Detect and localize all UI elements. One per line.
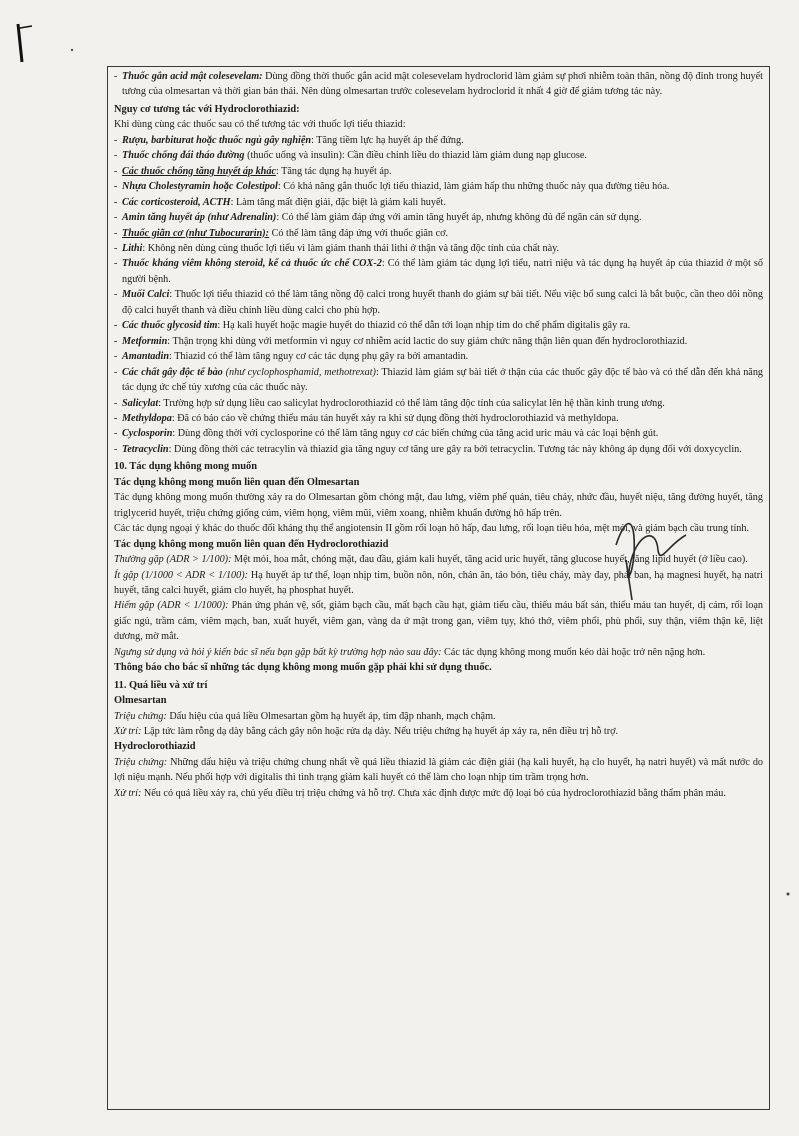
interaction-description: Có thể làm giảm đáp ứng với amin tăng huyết áp, nhưng không đủ để ngăn cản sử dụng. <box>281 212 642 224</box>
interaction-drug-label: Muối Calci <box>122 289 170 301</box>
interaction-description: Đã có báo cáo về chứng thiếu máu tán huyết xảy ra khi sử dụng đồng thời hydroclorothiazid và methyldopa. <box>177 412 619 424</box>
hctz-interaction-item: - Amantadin: Thiazid có thể làm tăng nguy cơ các tác dụng phụ gây ra bởi amantadin. <box>114 351 469 363</box>
olmesartan-adr-heading: Tác dụng không mong muốn liên quan đến Olmesartan <box>114 476 360 488</box>
overdose-hctz-symptoms: Triệu chứng: Những dấu hiệu và triệu chứng chung nhất về quá liều thiazid là giảm các điện giải (hạ kali huyết, hạ clo huyết, hạ natri huyết) và mất nước do lợi niệu mạnh. Nếu phối hợp với digitalis thì tình trạng giảm kali huyết có thể làm cho loạn nhịp tim trầm trọng hơn. <box>114 756 764 784</box>
hctz-interaction-item: - Tetracyclin: Dùng đồng thời các tetracylin và thiazid gia tăng nguy cơ tăng ure gây ra bởi tetracyclin. Tương tác này không áp dụng đối với doxycyclin. <box>114 443 742 455</box>
hctz-interaction-item: - Thuốc giãn cơ (như Tubocurarin): Có thể làm tăng đáp ứng với thuốc giãn cơ. <box>114 227 449 239</box>
interaction-description: Không nên dùng cùng thuốc lợi tiểu vì làm giảm thanh thải lithi ở thận và tăng độc tính của chất này. <box>147 242 560 254</box>
interaction-description: Có thể làm tăng đáp ứng với thuốc giãn cơ. <box>271 227 449 239</box>
hctz-adr-uncommon: Ít gặp (1/1000 < ADR < 1/100): Hạ huyết áp tư thế, loạn nhịp tim, buồn nôn, nôn, chán ăn, táo bón, tiêu chảy, mày đay, phát ban, hạ magnesi huyết, hạ natri huyết, tăng calci huyết, giảm clo huyết, hạ phosphat huyết. <box>114 569 763 596</box>
hctz-interaction-item: - Lithi: Không nên dùng cùng thuốc lợi tiểu vì làm giảm thanh thải lithi ở thận và tăng độc tính của chất này. <box>114 242 560 254</box>
hctz-interaction-item: - Thuốc chống đái tháo đường (thuốc uống và insulin): Cần điều chỉnh liều do thiazid làm giảm dung nạp glucose. <box>114 150 587 162</box>
handwritten-signature <box>596 505 716 605</box>
hctz-interaction-item: - Các corticosteroid, ACTH: Làm tăng mất điện giải, đặc biệt là giảm kali huyết. <box>114 196 446 208</box>
interaction-description: Thiazid có thể làm tăng nguy cơ các tác dụng phụ gây ra bởi amantadin. <box>174 351 469 363</box>
scan-speck <box>70 48 74 52</box>
interaction-drug-label: Cyclosporin <box>122 428 173 440</box>
interaction-drug-label: Thuốc chống đái tháo đường <box>122 150 245 162</box>
hctz-interaction-item: - Nhựa Cholestyramin hoặc Colestipol: Có khả năng gắn thuốc lợi tiểu thiazid, làm giảm hấp thu những thuốc này qua đường tiêu hóa. <box>114 181 670 193</box>
hctz-adr-rare: Hiếm gặp (ADR < 1/1000): Phản ứng phản vệ, sốt, giảm bạch cầu, mất bạch cầu hạt, giảm tiểu cầu, thiếu máu bất sản, thiếu máu tan huyết, dị cảm, rối loạn giấc ngủ, trầm cảm, viêm mạch, ban, xuất huyết, viêm gan, vàng da ứ mật trong gan, viêm tụy, khó thở, viêm phổi, phù phổi, suy thận, viêm thận kẽ, liệt dương, mờ mắt. <box>114 600 763 643</box>
hctz-interaction-intro: Khi dùng cùng các thuốc sau có thể tương tác với thuốc lợi tiểu thiazid: <box>114 119 406 131</box>
interaction-drug-label: Amantadin <box>122 351 169 363</box>
hctz-interaction-list <box>114 133 763 458</box>
interaction-description: Tăng tiềm lực hạ huyết áp thế đứng. <box>316 134 464 146</box>
hctz-interaction-item: - Metformin: Thận trọng khi dùng với metformin vì nguy cơ nhiễm acid lactic do suy giảm chức năng thận liên quan đến hydroclorothiazid. <box>114 335 688 347</box>
interaction-drug-label: Các thuốc chống tăng huyết áp khác <box>122 165 276 177</box>
interaction-drug-label: Nhựa Cholestyramin hoặc Colestipol <box>122 181 278 193</box>
hctz-interaction-item: - Cyclosporin: Dùng đồng thời với cyclosporine có thể làm tăng nguy cơ các biến chứng của tăng acid uric máu và các loại bệnh gút. <box>114 428 659 440</box>
overdose-olmesartan-treatment: Xử trí: Lập tức làm rỗng dạ dày bằng cách gây nôn hoặc rửa dạ dày. Nếu triệu chứng hạ huyết áp xảy ra, nên điều trị hỗ trợ. <box>114 726 619 738</box>
overdose-olmesartan-title: Olmesartan <box>114 695 167 707</box>
interaction-description: Có thể làm giảm tác dụng lợi tiểu, natri niệu và tác dụng hạ huyết áp của thiazid ở một số người bệnh. <box>122 258 763 285</box>
interaction-drug-label: Amin tăng huyết áp (như Adrenalin) <box>122 212 277 224</box>
interaction-drug-label: Các corticosteroid, ACTH <box>122 196 231 208</box>
interaction-description: Hạ kali huyết hoặc magie huyết do thiazid có thể dẫn tới loạn nhịp tim do chế phẩm digitalis gây ra. <box>222 320 631 332</box>
section-10-heading: 10. Tác dụng không mong muốn <box>114 461 258 473</box>
interaction-drug-label: Thuốc kháng viêm không steroid, kể cả thuốc ức chế COX-2 <box>122 258 382 270</box>
interaction-drug-label: Rượu, barbiturat hoặc thuốc ngủ gây nghiện <box>122 134 312 146</box>
interaction-drug-label: Các thuốc glycosid tim <box>122 320 218 332</box>
hctz-interaction-item: - Các thuốc chống tăng huyết áp khác: Tăng tác dụng hạ huyết áp. <box>114 165 392 177</box>
interaction-description: Dùng đồng thời với cyclosporine có thể làm tăng nguy cơ các biến chứng của tăng acid uric máu và các loại bệnh gút. <box>177 428 659 440</box>
scan-mark-top-left <box>8 22 38 72</box>
overdose-olmesartan-symptoms: Triệu chứng: Dấu hiệu của quá liều Olmesartan gồm hạ huyết áp, tim đập nhanh, mạch chậm. <box>114 710 496 722</box>
colesevelam-label: Thuốc gắn acid mật colesevelam: <box>122 71 263 82</box>
interaction-drug-label: Lithi <box>122 242 143 254</box>
hctz-interaction-item: - Muối Calci: Thuốc lợi tiểu thiazid có thể làm tăng nồng độ calci trong huyết thanh do giảm sự bài tiết. Nếu việc bổ sung calci là bắt buộc, cần theo dõi nồng độ calci huyết thanh và điều chỉnh liều dùng calci cho phù hợp. <box>114 289 763 316</box>
hctz-interaction-item: - Các chất gây độc tế bào (như cyclophosphamid, methotrexat): Thiazid làm giảm sự bài tiết ở thận của các thuốc gây độc tế bào và có thể dẫn đến khả năng tác dụng ức chế tủy xương của các thuốc này. <box>114 366 764 394</box>
interaction-description: Trường hợp sử dụng liều cao salicylat hydroclorothiazid có thể làm tăng độc tính của salicylat lên hệ thần kinh trung ương. <box>163 397 665 409</box>
scan-speck-right <box>785 890 791 898</box>
overdose-hctz-treatment: Xử trí: Nếu có quá liều xảy ra, chủ yếu điều trị triệu chứng và hỗ trợ. Chưa xác định được mức độ loại bỏ của hydroclorothiazid bằng thẩm phân máu. <box>114 787 726 799</box>
interaction-description: Tăng tác dụng hạ huyết áp. <box>281 165 392 177</box>
interaction-description: Làm tăng mất điện giải, đặc biệt là giảm kali huyết. <box>235 196 446 208</box>
olmesartan-adr-paragraph-1: Tác dụng không mong muốn thường xảy ra do Olmesartan gồm chóng mặt, đau lưng, viêm phế quản, tiêu chảy, nhức đầu, huyết niệu, tăng đường huyết, tăng triglycerid huyết, triệu chứng giống cúm, viêm họng, viêm mũi, viêm xoang, nhiễm khuẩn đường hô hấp trên. <box>114 492 763 519</box>
interaction-drug-label: Tetracyclin <box>122 443 169 455</box>
hctz-interaction-item: - Amin tăng huyết áp (như Adrenalin): Có thể làm giảm đáp ứng với amin tăng huyết áp, nhưng không đủ để ngăn cản sử dụng. <box>114 212 642 224</box>
interaction-description: Có khả năng gắn thuốc lợi tiểu thiazid, làm giảm hấp thu những thuốc này qua đường tiêu hóa. <box>283 181 670 193</box>
notify-doctor-note: Thông báo cho bác sĩ những tác dụng không mong muốn gặp phải khi sử dụng thuốc. <box>114 662 492 674</box>
interaction-description: Thuốc lợi tiểu thiazid có thể làm tăng nồng độ calci trong huyết thanh do giảm sự bài tiết. Nếu việc bổ sung calci là bắt buộc, cần theo dõi nồng độ calci huyết thanh và điều chỉnh liều dùng calci cho phù hợp. <box>122 289 763 316</box>
interaction-drug-label: Methyldopa <box>122 412 172 424</box>
olmesartan-adr-paragraph-2: Các tác dụng ngoại ý khác do thuốc đối kháng thụ thể angiotensin II gồm rối loạn hô hấp, đau lưng, rối loạn tiêu hóa, mệt mỏi, và giảm bạch cầu trung tính. <box>114 523 750 535</box>
interaction-drug-label: Metformin <box>122 335 168 347</box>
colesevelam-item: - Thuốc gắn acid mật colesevelam: Dùng đồng thời thuốc gắn acid mật colesevelam hydroclorid làm giảm sự phơi nhiễm toàn thân, nồng độ đỉnh trong huyết tương của olmesartan và thời gian bán thải. Nên dùng olmesartan trước colesevelam hydroclorid ít nhất 4 giờ để giảm tương tác này. <box>114 71 763 98</box>
overdose-hctz-title: Hydroclorothiazid <box>114 741 196 753</box>
interaction-description: : Thiazid làm giảm sự bài tiết ở thận của các thuốc gây độc tế bào và có thể dẫn đến khả năng tác dụng ức chế tủy xương của các thuốc này. <box>122 366 764 394</box>
hctz-interaction-item: - Các thuốc glycosid tim: Hạ kali huyết hoặc magie huyết do thiazid có thể dẫn tới loạn nhịp tim do chế phẩm digitalis gây ra. <box>114 320 631 332</box>
colesevelam-text: Dùng đồng thời thuốc gắn acid mật colesevelam hydroclorid làm giảm sự phơi nhiễm toàn thân, nồng độ đỉnh trong huyết tương của olmesartan và thời gian bán thải. Nên dùng olmesartan trước colesevelam hydroclorid ít nhất 4 giờ để giảm tương tác này. <box>122 71 763 98</box>
interaction-drug-label: Thuốc giãn cơ (như Tubocurarin): <box>122 227 270 239</box>
interaction-description: Cần điều chỉnh liều do thiazid làm giảm dung nạp glucose. <box>347 150 587 162</box>
hctz-interaction-heading: Nguy cơ tương tác với Hydroclorothiazid: <box>114 103 300 115</box>
hctz-interaction-item: - Salicylat: Trường hợp sử dụng liều cao salicylat hydroclorothiazid có thể làm tăng độc tính của salicylat lên hệ thần kinh trung ương. <box>114 397 665 409</box>
hctz-interaction-item: - Thuốc kháng viêm không steroid, kể cả thuốc ức chế COX-2: Có thể làm giảm tác dụng lợi tiểu, natri niệu và tác dụng hạ huyết áp của thiazid ở một số người bệnh. <box>114 258 763 285</box>
interaction-drug-label: Salicylat <box>122 397 159 409</box>
interaction-description: Thận trọng khi dùng với metformin vì nguy cơ nhiễm acid lactic do suy giảm chức năng thận liên quan đến hydroclorothiazid. <box>172 335 688 347</box>
interaction-description: Dùng đồng thời các tetracylin và thiazid gia tăng nguy cơ tăng ure gây ra bởi tetracyclin. Tương tác này không áp dụng đối với doxycyclin. <box>173 443 742 455</box>
interaction-drug-label: Các chất gây độc tế bào <box>122 366 223 378</box>
section-11-heading: 11. Quá liều và xử trí <box>114 679 208 691</box>
stop-use-advice: Ngưng sử dụng và hỏi ý kiến bác sĩ nếu bạn gặp bất kỳ trường hợp nào sau đây: Các tác dụng không mong muốn kéo dài hoặc trở nên nặng hơn. <box>114 646 706 658</box>
hctz-interaction-item: - Methyldopa: Đã có báo cáo về chứng thiếu máu tán huyết xảy ra khi sử dụng đồng thời hydroclorothiazid và methyldopa. <box>114 412 619 424</box>
hctz-adr-heading: Tác dụng không mong muốn liên quan đến Hydroclorothiazid <box>114 538 389 550</box>
hctz-adr-common: Thường gặp (ADR > 1/100): Mệt mỏi, hoa mắt, chóng mặt, đau đầu, giảm kali huyết, tăng acid uric huyết, tăng glucose huyết, tăng lipid huyết (ở liều cao). <box>114 554 748 566</box>
hctz-interaction-item: - Rượu, barbiturat hoặc thuốc ngủ gây nghiện: Tăng tiềm lực hạ huyết áp thế đứng. <box>114 134 464 146</box>
